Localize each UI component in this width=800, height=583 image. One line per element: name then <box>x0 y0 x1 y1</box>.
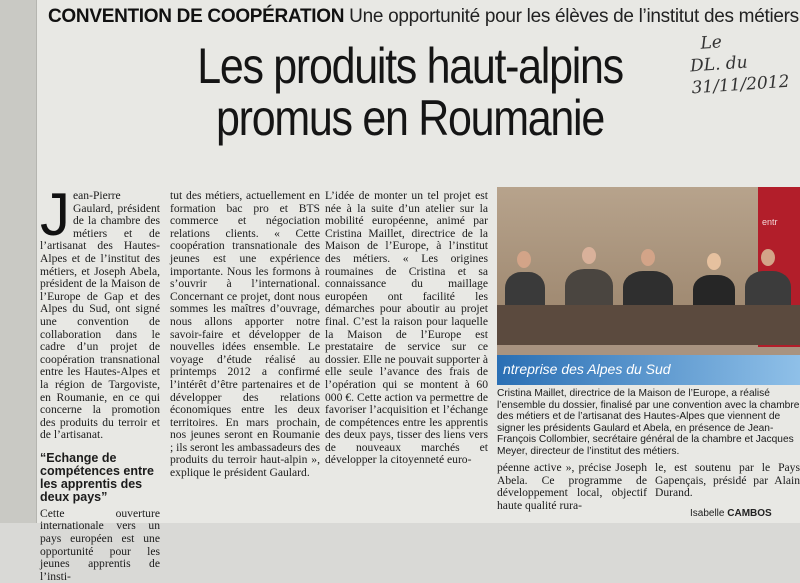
photo-banner-text: ntreprise des Alpes du Sud <box>503 361 671 377</box>
section-label: CONVENTION DE COOPÉRATION <box>48 6 345 27</box>
photo-person-1-head <box>517 251 531 268</box>
column-5-text: le, est soutenu par le Pays Gapençais, présidé par Alain Durand. <box>655 461 800 500</box>
author-first-name: Isabelle <box>690 508 725 519</box>
headline-line-2: promus en Roumanie <box>216 90 604 146</box>
column-1-text: ean-Pierre Gaulard, président de la chambre des métiers et de l’artisanat des Hautes-Alpes et de l’institut des métiers, et Joseph Abela, président de la Maison de l’Europe de Gap et des Alpes du Sud, ont signé une convention de collaboration dans le cadre d’un projet de coopération transnational entre les Hautes-Alpes et la région de Targoviste, en Roumanie, en ce qui concerne la promotion des produits du terroir et de l’artisanat. <box>40 189 160 442</box>
article-column-1 <box>40 181 160 583</box>
headline-line-1: Les produits haut-alpins <box>197 38 623 94</box>
column-3-text: L’idée de monter un tel projet est née à la suite d’un atelier sur la mobilité européenne, animé par Cristina Maillet, directrice de la Maison de l’Europe, à l’institut des métiers. « Les origines roumaines de Cristina et sa connaissance du maillage européen ont facilité les démarches pour aboutir au projet final. C’est la raison pour laquelle la Maison de l’Europe est prestataire de service sur ce dossier. Elle ne pouvait supporter à elle seule l’avance des frais de l’opération qui se montent à 60 000 €. Cette action va permettre de favoriser l’acquisition et l’échange de compétences entre les apprentis des deux pays, tisser des liens vers de nouveaux marchés et développer la citoyenneté euro- <box>325 189 488 467</box>
article-column-5 <box>655 462 800 500</box>
photo-banner <box>497 355 800 385</box>
article-column-4 <box>497 462 647 512</box>
subheading: “Echange de compétences entre les apprentis des deux pays” <box>40 450 154 504</box>
photo-person-4-head <box>707 253 721 270</box>
photo-curtain-text: entr <box>762 217 778 227</box>
article-column-2 <box>170 190 320 480</box>
kicker-line <box>48 6 799 28</box>
photo-person-5-head <box>761 249 775 266</box>
article-photo <box>497 187 800 385</box>
photo-caption: Cristina Maillet, directrice de la Maison de l’Europe, a réalisé l’ensemble du dossier, finalisé par une convention avec la chambre des métiers et de l’artisanat des Hautes-Alpes que viennent de signer les présidents Gaulard et Abela, en présence de Jean-François Collombier, secrétaire général de la chambre et Jacques Meyer, directeur de l’institut des métiers. <box>497 388 800 457</box>
photo-person-3-head <box>641 249 655 266</box>
headline <box>169 40 651 144</box>
handwritten-line-1: Le <box>699 32 723 54</box>
kicker-lead: Une opportunité pour les élèves de l’institut des métiers <box>349 6 799 27</box>
handwritten-line-2: DL. du <box>689 52 749 77</box>
page-binding-edge <box>0 0 37 523</box>
article-column-3 <box>325 190 488 467</box>
column-1-text-2: Cette ouverture internationale vers un pays européen est une opportunité pour les jeunes apprentis de l’insti- <box>40 506 160 583</box>
drop-cap: J <box>40 181 70 248</box>
photo-person-2-head <box>582 247 596 264</box>
column-2-text: tut des métiers, actuellement en formation bac pro et BTS commerce et négociation relations clients. « Cette coopération transnationale des jeunes est une expérience importante. Nous les formons à s’ouvrir à l’international. Concernant ce projet, dont nous sommes les maîtres d’ouvrage, nous allons apporter notre savoir-faire et développer de nouvelles idées ensemble. Le voyage d’étude réalisé au printemps 2012 a confirmé l’intérêt d’être partenaires et de développer des relations économiques entre les deux territoires. En mars prochain, nos jeunes seront en Roumanie ; ils seront les ambassadeurs des produits du terroir haut-alpin », explique le président Gaulard. <box>170 189 320 480</box>
author-last-name: CAMBOS <box>727 508 772 519</box>
handwritten-note <box>688 27 792 100</box>
handwritten-line-3: 31/11/2012 <box>690 71 791 99</box>
column-4-text: péenne active », précise Joseph Abela. Ce programme de développement local, objectif haute qualité rura- <box>497 461 647 512</box>
author-signature <box>690 508 772 519</box>
photo-table <box>497 305 800 345</box>
